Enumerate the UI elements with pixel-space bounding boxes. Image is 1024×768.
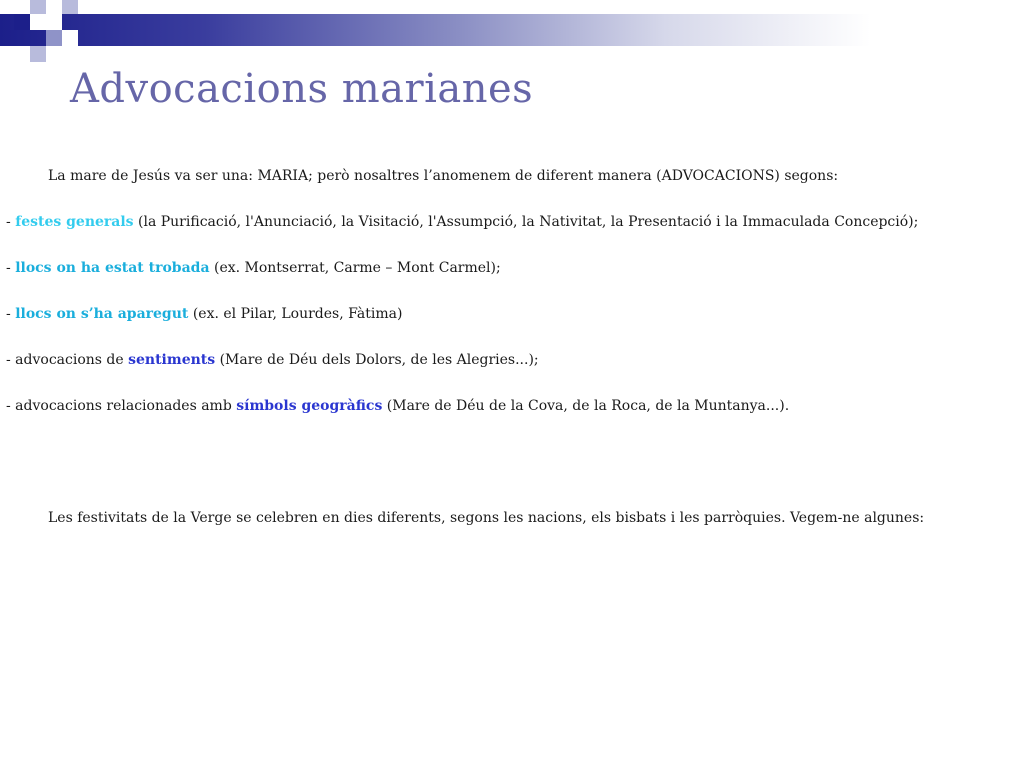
decor-square	[30, 46, 46, 62]
list-item	[6, 304, 1016, 350]
closing-paragraph: Les festivitats de la Verge se celebren en dies diferents, segons les nacions, els bisbats i les parròquies. Vegem-ne algunes:	[48, 510, 925, 526]
item-highlight: llocs on ha estat trobada	[15, 260, 210, 276]
decor-square	[30, 0, 46, 14]
list-item	[6, 258, 1016, 304]
intro-paragraph: La mare de Jesús va ser una: MARIA; però nosaltres l’anomenem de diferent manera (ADVOCACIONS) segons:	[48, 168, 839, 184]
list-item	[6, 350, 1016, 396]
slide-title: Advocacions marianes	[70, 66, 534, 112]
item-prefix: -	[6, 306, 16, 322]
item-highlight: festes generals	[15, 214, 134, 230]
item-prefix: - advocacions relacionades amb	[6, 398, 237, 414]
decor-square	[30, 14, 46, 30]
spacer	[6, 442, 1016, 508]
list-item	[6, 396, 1016, 442]
item-text: (Mare de Déu dels Dolors, de les Alegries...);	[215, 352, 539, 368]
header-gradient-band	[0, 14, 1024, 46]
item-highlight: símbols geogràfics	[236, 398, 383, 414]
slide-body	[6, 166, 1016, 528]
item-highlight: llocs on s’ha aparegut	[15, 306, 189, 322]
item-text: (ex. el Pilar, Lourdes, Fàtima)	[188, 306, 403, 322]
item-prefix: -	[6, 260, 16, 276]
item-prefix: -	[6, 214, 16, 230]
decor-square	[46, 14, 62, 30]
item-text: (la Purificació, l'Anunciació, la Visitació, l'Assumpció, la Nativitat, la Presentació i la Immaculada Concepció);	[133, 214, 919, 230]
decor-square	[46, 30, 62, 46]
item-text: (Mare de Déu de la Cova, de la Roca, de la Muntanya...).	[382, 398, 790, 414]
decor-square	[62, 30, 78, 46]
item-prefix: - advocacions de	[6, 352, 129, 368]
decor-square	[14, 14, 30, 30]
item-text: (ex. Montserrat, Carme – Mont Carmel);	[209, 260, 501, 276]
list-item	[6, 212, 1016, 258]
item-highlight: sentiments	[128, 352, 216, 368]
decor-square	[62, 0, 78, 14]
